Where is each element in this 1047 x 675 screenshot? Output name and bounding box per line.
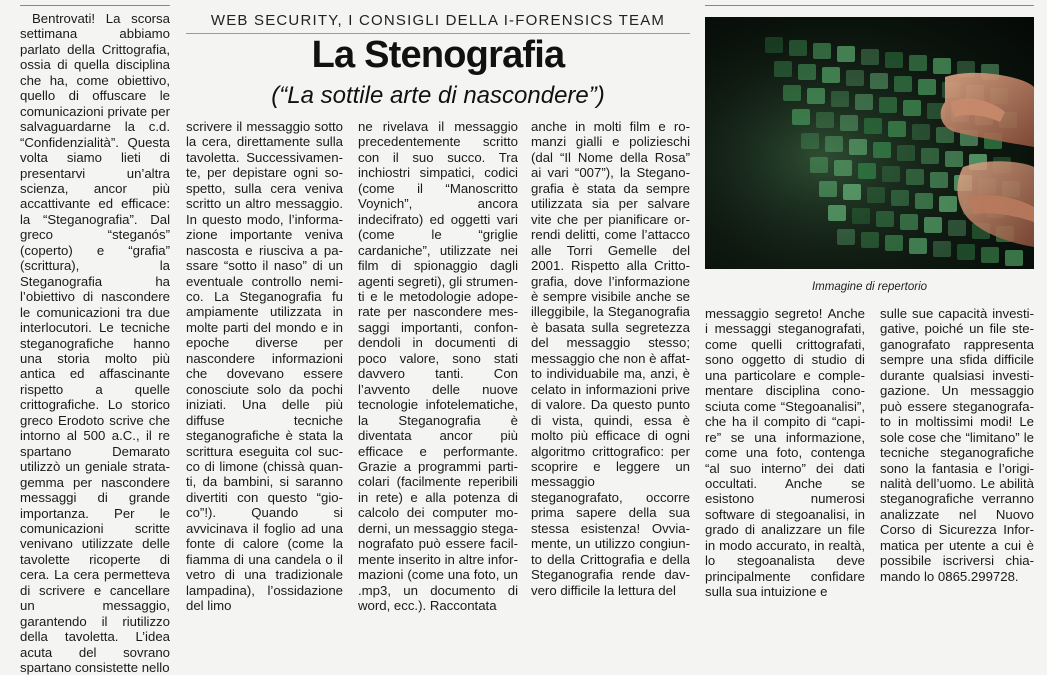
keyboard-key	[858, 163, 876, 179]
keyboard-key	[831, 91, 849, 107]
keyboard-key	[774, 61, 792, 77]
keyboard-key	[837, 46, 855, 62]
keyboard-key	[897, 145, 915, 161]
keyboard-key	[798, 64, 816, 80]
keyboard-key	[789, 40, 807, 56]
keyboard-key	[870, 73, 888, 89]
keyboard-key	[909, 55, 927, 71]
photo-caption: Immagine di repertorio	[811, 281, 928, 293]
keyboard-key	[765, 37, 783, 53]
keyboard-key	[933, 241, 951, 257]
top-rule-right	[705, 5, 1034, 6]
keyboard-key	[924, 217, 942, 233]
keyboard-key	[906, 169, 924, 185]
article-column-1	[20, 11, 170, 675]
keyboard-key	[816, 112, 834, 128]
keyboard-key	[948, 220, 966, 236]
column-1-text: Bentrovati! La scorsa settimana abbiamo parlato della Crittografia, ossia di quella disciplina che ha, come obiettivo, quello di offuscare le comunicazioni private per salvaguardarne la c.d. “Confidenzialità”. Questa volta siamo lieti di presentarvi un’altra scienza, ancor più accattivante ed efficace: la “Steganografia”. Dal greco “steganós” (coperto) e “grafia” (scrittura), la Steganografia ha l’obiettivo di nascondere le comunicazioni tra due interlocutori. Le tecniche steganografiche hanno una storia molto più antica ed affascinante rispetto a quelle crittografiche. Lo storico greco Erodoto scrive che intorno al 500 a.C., il re spartano Demarato utilizzò un geniale stratagemma per nascondere messaggi di grande importanza. Per le comunicazioni scritte venivano utilizzate delle tavolette ricoperte di cera. La cera permetteva di scrivere e cancellare un messaggio, garantendo il riutilizzo della tavoletta. L’idea acuta del sovrano spartano consistette nello	[20, 11, 170, 675]
keyboard-key	[849, 139, 867, 155]
keyboard-hands-photo	[705, 17, 1034, 269]
keyboard-key	[945, 151, 963, 167]
keyboard-key	[834, 160, 852, 176]
keyboard-key	[909, 238, 927, 254]
keyboard-key	[861, 232, 879, 248]
keyboard-key	[882, 166, 900, 182]
keyboard-key	[801, 133, 819, 149]
keyboard-key	[918, 79, 936, 95]
keyboard-key	[957, 244, 975, 260]
keyboard-key	[900, 214, 918, 230]
keyboard-key	[867, 187, 885, 203]
keyboard-key	[903, 100, 921, 116]
keyboard-key	[837, 229, 855, 245]
keyboard-key	[792, 109, 810, 125]
article-subtitle: (“La sottile arte di nascondere”)	[271, 82, 605, 109]
keyboard-key	[840, 115, 858, 131]
column-4-text: anche in molti film e romanzi gialli e polizieschi (dal “Il Nome della Rosa” ai vari “007”), la Steganografia è stata da sempre utilizzata sia per salvare vite che per pianificare orrendi delitti, come l’attacco alle Torri Gemelle del 2001. Rispetto alla Crittografia, dove l’informazione è sempre visibile anche se illeggibile, la Steganografia è basata sulla segretezza del messaggio stesso; messaggio che non è affatto individuabile ma, anzi, è celato in informazioni prive di valore. Da questo punto di vista, quindi, essa è molto più efficace di ogni algoritmo crittografico: per scoprire e leggere un messaggio steganografato, occorre prima sapere della sua stessa esistenza! Ovviamente, un utilizzo congiunto della Crittografia e della Steganografia rende davvero difficile la lettura del	[531, 119, 690, 598]
article-title: La Stenografia	[311, 34, 565, 76]
keyboard-key	[783, 85, 801, 101]
keyboard-key	[888, 121, 906, 137]
keyboard-key	[885, 52, 903, 68]
keyboard-key	[846, 70, 864, 86]
keyboard-key	[819, 181, 837, 197]
keyboard-key	[891, 190, 909, 206]
keyboard-key	[876, 211, 894, 227]
keyboard-key	[879, 97, 897, 113]
keyboard-illustration	[705, 17, 1034, 269]
keyboard-key	[828, 205, 846, 221]
keyboard-key	[915, 193, 933, 209]
keyboard-key	[921, 148, 939, 164]
keyboard-key	[825, 136, 843, 152]
article-column-2	[186, 119, 343, 614]
keyboard-key	[939, 196, 957, 212]
article-column-4	[531, 119, 690, 599]
column-2-text: scrivere il messaggio sotto la cera, direttamente sulla tavoletta. Successivamente, per depistare ogni sospetto, sulla cera veniva scritto un altro messaggio. In questo modo, l’informazione importante veniva nascosta e riusciva a passare “sotto il naso” di un eventuale controllo nemico. La Steganografia fu ampiamente utilizzata in molte parti del mondo e in epoche diverse per nascondere informazioni che dovevano essere conosciute solo da pochi iniziati. Una delle più diffuse tecniche steganografiche è stata la scrittura eseguita col succo di limone (chissà quanti, da bambini, si saranno divertiti con questo “gioco”!). Quando si avvicinava il foglio ad una fonte di calore (come la fiamma di una candela o il vetro di una tradizionale lampadina), l’ossidazione del limo	[186, 119, 343, 614]
keyboard-key	[864, 118, 882, 134]
keyboard-key	[861, 49, 879, 65]
article-column-3	[358, 119, 518, 614]
keyboard-key	[912, 124, 930, 140]
keyboard-key	[813, 43, 831, 59]
top-rule-left	[20, 5, 170, 6]
keyboard-key	[810, 157, 828, 173]
keyboard-key	[933, 58, 951, 74]
keyboard-key	[930, 172, 948, 188]
keyboard-key	[852, 208, 870, 224]
column-3-text: ne rivelava il messaggio precedentemente scritto con il suo succo. Tra inchiostri simpatici, codici (come il “Manoscritto Voynich”, ancora indecifrato) ed oggetti vari (come le “griglie cardaniche”, utilizzate nei film di spionaggio dagli agenti segreti), gli strumenti e le metodologie adoperate per nascondere messaggi importanti, confondendoli in documenti di poco valore, sono stati davvero tanti. Con l’avvento delle nuove tecnologie infotelematiche, la Steganografia è diventata ancor più efficace e performante. Grazie a programmi particolari (facilmente reperibili in rete) e alla potenza di calcolo dei computer moderni, un messaggio steganografato può essere facilmente inserito in altre informazioni (come una foto, un .mp3, un documento di word, ecc.). Raccontata	[358, 119, 518, 614]
keyboard-key	[873, 142, 891, 158]
keyboard-key	[855, 94, 873, 110]
keyboard-key	[981, 247, 999, 263]
keyboard-key	[822, 67, 840, 83]
column-6-text: sulle sue capacità investigative, poiché un file steganografato rappresenta sempre una sfida difficile durante qualsiasi investigazione. Un messaggio può essere steganografato in moltissimi modi! Le sole cose che “limitano” le tecniche steganografiche sono la fantasia e l’originalità dell’uomo. Le abilità steganografiche verranno analizzate nel Nuovo Corso di Sicurezza Informatica per utente a cui è possibile iscriversi chiamando lo 0865.299728.	[880, 306, 1034, 584]
keyboard-key	[1005, 250, 1023, 266]
keyboard-key	[894, 76, 912, 92]
article-column-5	[705, 306, 865, 600]
article-kicker: WEB SECURITY, I CONSIGLI DELLA I-FORENSICS TEAM	[210, 12, 666, 29]
keyboard-key	[807, 88, 825, 104]
keyboard-key	[885, 235, 903, 251]
keyboard-key	[843, 184, 861, 200]
column-5-text: messaggio segreto! Anche i messaggi steganografati, come quelli crittografati, sono oggetto di studio di una particolare e complementare disciplina conosciuta come “Stegoanalisi”, che ha il compito di “capire” se una informazione, come una foto, contenga “al suo interno” dei dati occultati. Anche se esistono numerosi software di stegoanalisi, in grado di analizzare un file in modo accurato, in realtà, lo stegoanalista deve principalmente confidare sulla sua intuizione e	[705, 306, 865, 600]
article-column-6	[880, 306, 1034, 596]
